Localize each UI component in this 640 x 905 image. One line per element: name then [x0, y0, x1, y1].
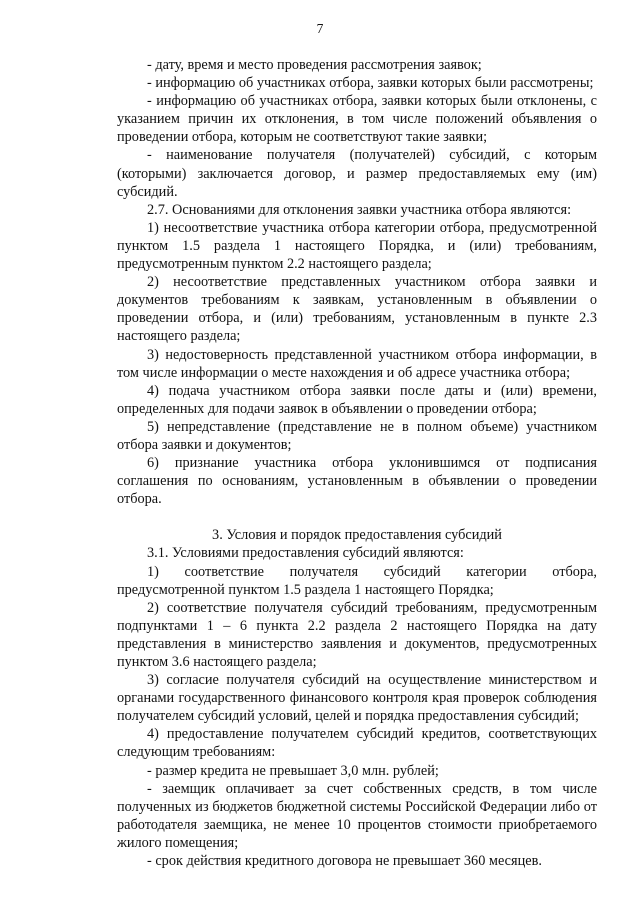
paragraph: 2) несоответствие представленных участником отбора заявки и документов требованиям к заявкам, установленным в объявлении о проведении отбора, и (или) требованиям, установленным в пункте 2.3 настоящего раздела;: [117, 274, 597, 345]
page-number: 7: [316, 21, 324, 36]
paragraph: 3) согласие получателя субсидий на осуществление министерством и органами государственного финансового контроля края проверок соблюдения получателем субсидий условий, целей и порядка предоставления субсидий;: [117, 672, 597, 725]
clause-3-1: 3.1. Условиями предоставления субсидий являются:: [147, 545, 464, 562]
paragraph: 2) соответствие получателя субсидий требованиям, предусмотренным подпунктами 1 – 6 пункта 2.2 раздела 2 настоящего Порядка на дату представления в министерство заявления и документов, предусмотренных пунктом 3.6 настоящего раздела;: [117, 599, 597, 670]
paragraph: - информацию об участниках отбора, заявки которых были рассмотрены;: [147, 75, 594, 92]
paragraph: 6) признание участника отбора уклонившимся от подписания соглашения по основаниям, установленным в объявлении о проведении отбора.: [117, 455, 597, 508]
paragraph: 1) соответствие получателя субсидий категории отбора, предусмотренной пунктом 1.5 раздела 1 настоящего Порядка;: [117, 563, 597, 598]
paragraph: - размер кредита не превышает 3,0 млн. рублей;: [147, 762, 439, 779]
paragraph: 4) подача участником отбора заявки после даты и (или) времени, определенных для подачи заявок в объявлении о проведении отбора;: [117, 382, 597, 417]
paragraph: 3) недостоверность представленной участником отбора информации, в том числе информации о месте нахождения и об адресе участника отбора;: [117, 346, 597, 381]
section-heading: 3. Условия и порядок предоставления субсидий: [212, 527, 502, 544]
paragraph: - заемщик оплачивает за счет собственных средств, в том числе полученных из бюджетов бюджетной системы Российской Федерации либо от работодателя заемщика, не менее 10 процентов стоимости приобретаемого жилого помещения;: [117, 780, 597, 851]
paragraph: 4) предоставление получателем субсидий кредитов, соответствующих следующим требованиям:: [117, 726, 597, 761]
paragraph: 5) непредставление (представление не в полном объеме) участником отбора заявки и документов;: [117, 418, 597, 453]
paragraph: 1) несоответствие участника отбора категории отбора, предусмотренной пунктом 1.5 раздела 1 настоящего Порядка, и (или) требованиям, предусмотренным пунктом 2.2 настоящего раздела;: [117, 219, 597, 273]
document-body: [117, 56, 597, 870]
paragraph: - дату, время и место проведения рассмотрения заявок;: [147, 57, 482, 73]
paragraph: - информацию об участниках отбора, заявки которых были отклонены, с указанием причин их отклонения, в том числе положений объявления о проведении отбора, которым не соответствуют такие заявки;: [117, 93, 597, 146]
paragraph: - наименование получателя (получателей) субсидий, с которым (которыми) заключается договор, и размер предоставляемых ему (им) субсидий.: [117, 147, 597, 200]
clause-2-7: 2.7. Основаниями для отклонения заявки участника отбора являются:: [147, 201, 572, 218]
paragraph: - срок действия кредитного договора не превышает 360 месяцев.: [147, 853, 542, 870]
